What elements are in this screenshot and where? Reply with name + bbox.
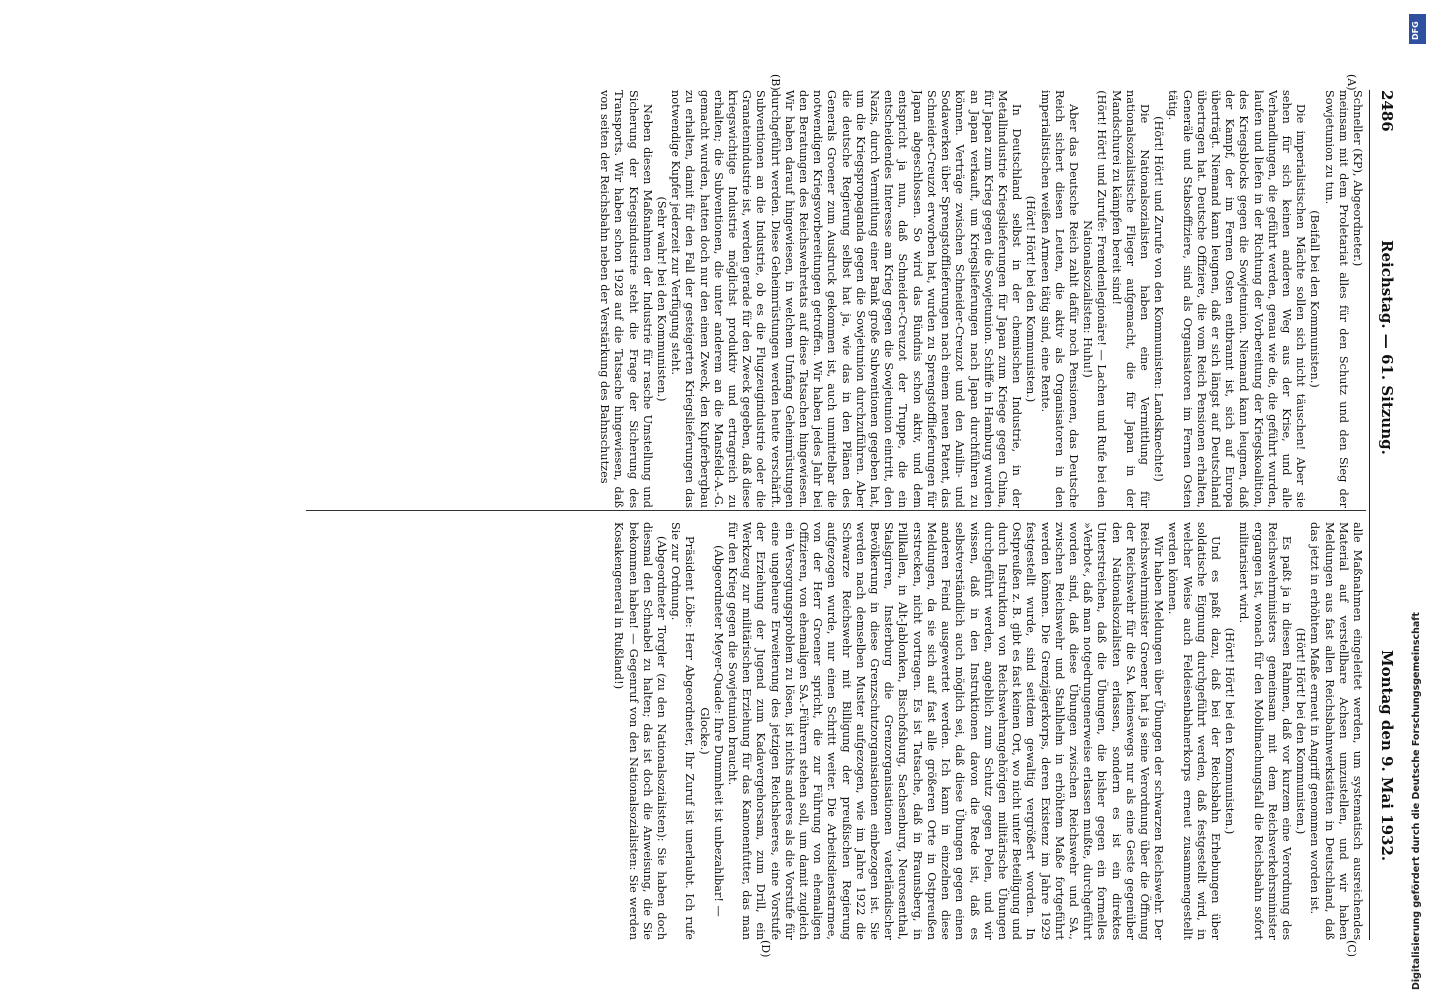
- header-rule: [1369, 90, 1370, 940]
- interjection: (Beifall bei den Kommunisten.): [1308, 210, 1322, 388]
- paragraph: alle Maßnahmen eingeleitet werden, um systematisch ausreichendes Material auf verstellbare Achsen umzustellen, und wir haben Meldungen aus fast allen Reichsbahnwerkstätten in Deutschland, daß das jetzt in erhöhtem Maße erneut in Angriff genommen worden ist.: [1308, 522, 1364, 940]
- margin-mark-a: (A): [1345, 74, 1358, 91]
- funding-note: Digitalisierung gefördert durch die Deutsche Forschungsgemeinschaft: [1411, 612, 1422, 990]
- funding-note-strip: [1408, 10, 1430, 990]
- speaker-line: Schneller (KP), Abgeordneter.): [1351, 90, 1364, 267]
- paragraph: Neben diesen Maßnahmen der Industrie für rasche Umstellung und Sicherung der Kriegsindustrie steht die Frage der Sicherung des Transports. Wir haben schon 1928 auf die Tatsache hingewiesen, daß von seiten der Reichsbahn neben der Verstärkung des Bahnschutzes: [598, 90, 654, 508]
- interjection: (Abgeordneter Meyer-Quade: Ihre Dummheit ist unbezahlbar! — Glocke.): [697, 545, 725, 917]
- paragraph: Aber das Deutsche Reich zahlt dafür noch Pensionen, das Deutsche Reich sichert diesen Leuten, die aktiv als Organisatoren in den imperialistischen weißen Armeen tätig sind, eine Rente.: [1038, 90, 1080, 508]
- interjection: (Hört! Hört! und Zurufe: Fremdenlegionäre! — Lachen und Rufe bei den Nationalsozialisten: Huhu!): [1081, 90, 1109, 508]
- margin-mark-c: (C): [1345, 940, 1358, 957]
- paragraph: In Deutschland selbst in der chemischen Industrie, in der Metallindustrie Kriegslieferungen für Japan zum Kriege gegen China, für Japan zum Krieg gegen die Sowjetunion. Schiffe in Hamburg wurden an Japan verkauft, um Kriegslieferungen nach Japan durchführen zu können. Verträge zwischen Schneider-Creuzot und den Anilin- und Sodawerken über Sprengstofflieferungen nach einem neuen Patent, das Schneider-Creuzot erworben hat, wurden zu Sprengstofflieferungen für Japan abgeschlossen. So wird das Bündnis schon aktiv, und dem entspricht ja nun, daß Schneider-Creuzot der Truppe, die ein entscheidendes Interesse am Krieg gegen die Sowjetunion eintritt, den Nazis, durch Vermittlung einer Bank große Subventionen gegeben hat, um die Kriegspropaganda gegen die Sowjetunion durchzuführen. Aber die deutsche Regierung selbst hat ja, wie das in den Plänen des Generals Groener zum Ausdruck gekommen ist, auch unmittelbar die notwendigen Kriegsvorbereitungen getroffen. Wir haben jedes Jahr bei den Beratungen des Reichswehretats auf diese Tatsachen hingewiesen. Wir haben darauf hingewiesen, in welchem Umfang Geheimrüstungen durchgeführt werden. Diese Geheimrüstungen werden heute verschärft. Subventionen an die Industrie, ob es die Flugzeugindustrie oder die Granatenindustrie ist, werden gerade für den Zweck gegeben, daß diese kriegswichtige Industrie möglichst produktiv und ertragreich zu erhalten; die Subventionen, die unter anderem an die Mansfeld-A.-G. gemacht wurden, hatten doch nur den einen Zweck, den Kupferbergbau zu erhalten, damit für den Fall der gesteigerten Kriegslieferungen das notwendige Kupfer jederzeit zur Verfügung steht.: [669, 90, 1024, 508]
- paragraph: Die imperialistischen Mächte sollen sich nicht täuschen! Aber sie sehen für sich keinen anderen Weg aus der Krise, und alle Verhandlungen, die geführt werden, genau wie die, die geführt wurden, laufen und liefen in der Richtung der Vorbereitung der Kriegskoalition, des Kriegsblocks gegen die Sowjetunion. Niemand kann leugnen, daß der Kampf, der im Fernen Osten entbrannt ist, sich auf Europa überträgt. Niemand kann leugnen, daß er sich längst auf Deutschland übertragen hat. Deutsche Offiziere, die vom Reich Pensionen erhalten, Generäle und Stabsoffiziere, sind als Organisatoren im Fernen Osten tätig.: [1166, 90, 1308, 508]
- page-header: [1372, 90, 1396, 940]
- session-title: Reichstag. — 61. Sitzung.: [1378, 240, 1396, 455]
- interjection: (Hört! Hört! bei den Kommunisten.): [1024, 195, 1038, 403]
- right-text-column: [114, 522, 1364, 940]
- paragraph: Wir haben Meldungen über Übungen der schwarzen Reichswehr. Der Reichswehrminister Groener hat ja seine Verordnung über die Öffnung der Reichswehr für die SA. keineswegs nur als eine Geste gegenüber den Nationalsozialisten erlassen, sondern es ist ein direktes Unterstreichen, daß die Übungen, die bisher gegen ein formelles »Verbot«, daß man notgedrungenerweise erlassen mußte, durchgeführt worden sind, daß diese Übungen zwischen Reichswehr und SA., zwischen Reichswehr und Stahlhelm in erhöhtem Maße fortgeführt werden können. Die Grenzjägerkorps, deren Existenz im Jahre 1929 festgestellt wurde, sind seitdem gewaltig vergrößert worden. In Ostpreußen z. B. gibt es fast keinen Ort, wo nicht unter Beteiligung und durch Instruktion von Reichswehrangehörigen militärische Übungen durchgeführt werden, angeblich zum Schutz gegen Polen, und wir wissen, daß in den Instruktionen davon die Rede ist, daß es selbstverständlich auch möglich sei, daß diese Übungen gegen einen anderen Feind ausgewertet werden. Ich kann in einzelnen diese Meldungen, da sie sich auf fast alle größeren Orte in Ostpreußen erstrecken, nicht vortragen. Es ist Tatsache, daß in Braunsberg, in Pillkallen, in Alt-Jablonken, Bischofsburg, Sachsenburg, Neurosenthal, Stalsgirren, Insterburg die Grenzorganisationen vaterländischer Bevölkerung in diese Grenzschutzorganisationen einbezogen ist. Sie werden nach demselben Muster aufgezogen, wie im Jahre 1922 die Schwarze Reichswehr mit Billigung der preußischen Regierung aufgezogen wurde, nur einen Schritt weiter. Die Arbeitsdienstarmee, von der Herr Groener spricht, die zur Führung von ehemaligen Offizieren, von ehemaligen SA.-Führern stehen soll, um damit zugleich ein Versorgungsproblem zu lösen, ist nichts anderes als die Vorstufe für eine ungeheure Erweiterung des jetzigen Reichsheeres, eine Vorstufe der Erziehung der Jugend zum Kadavergehorsam, zum Drill, ein Werkzeug zur militärischen Erziehung für das Kanonenfutter, das man für den Krieg gegen die Sowjetunion braucht.: [726, 522, 1166, 940]
- column-divider: [306, 510, 1366, 511]
- paragraph: Und es paßt dazu, daß bei der Reichsbahn Erhebungen über soldatische Eignung durchgeführt werden, daß festgestellt wird, in welcher Weise auch Feldeisenbahnerkorps erneut zusammengestellt werden können.: [1166, 522, 1222, 940]
- dfg-logo: DFG: [1409, 14, 1426, 44]
- interjection: (Sehr wahr! bei den Kommunisten.): [655, 196, 669, 402]
- margin-mark-b: (B): [769, 74, 782, 91]
- page-number: 2486: [1378, 90, 1396, 132]
- paragraph: meinsam mit dem Proletariat alles für den Schutz und den Sieg der Sowjetunion zu tun.: [1322, 90, 1350, 508]
- rotated-page-content: [92, 74, 1402, 958]
- margin-mark-d: (D): [759, 940, 772, 958]
- paragraph: (Abgeordneter Torgler (zu den Nationalsozialisten): Sie haben doch diesmal den Schnabel zu halten; das ist doch die Anweisung, die Sie bekommen haben! — Gegenruf von den Nationalsozialisten: Sie werden Kosakengeneral in Rußland!): [612, 522, 669, 940]
- interjection: (Hört! Hört! bei den Kommunisten.): [1223, 627, 1237, 835]
- session-date: Montag den 9. Mai 1932.: [1378, 650, 1396, 862]
- paragraph: Die Nationalsozialisten haben eine Vermittlung für nationalsozialistische Flieger aufgemacht, die für Japan in der Mandschurei zu kämpfen bereit sind!: [1109, 90, 1151, 508]
- paragraph: Es paßt ja in diesen Rahmen, daß vor kurzem eine Verordnung des Reichswehrministers gemeinsam mit dem Reichsverkehrsminister ergangen ist, wonach für den Mobilmachungsfall die Reichsbahn sofort militarisiert wird.: [1237, 522, 1293, 940]
- left-text-column: [114, 90, 1364, 508]
- interjection: (Hört! Hört! bei den Kommunisten.): [1294, 627, 1308, 835]
- interjection: (Hört! Hört! und Zurufe von den Kommunisten: Landsknechte!): [1152, 116, 1166, 482]
- paragraph: Präsident Löbe: Herr Abgeordneter, Ihr Zuruf ist unerlaubt. Ich rufe Sie zur Ordnung.: [669, 522, 697, 940]
